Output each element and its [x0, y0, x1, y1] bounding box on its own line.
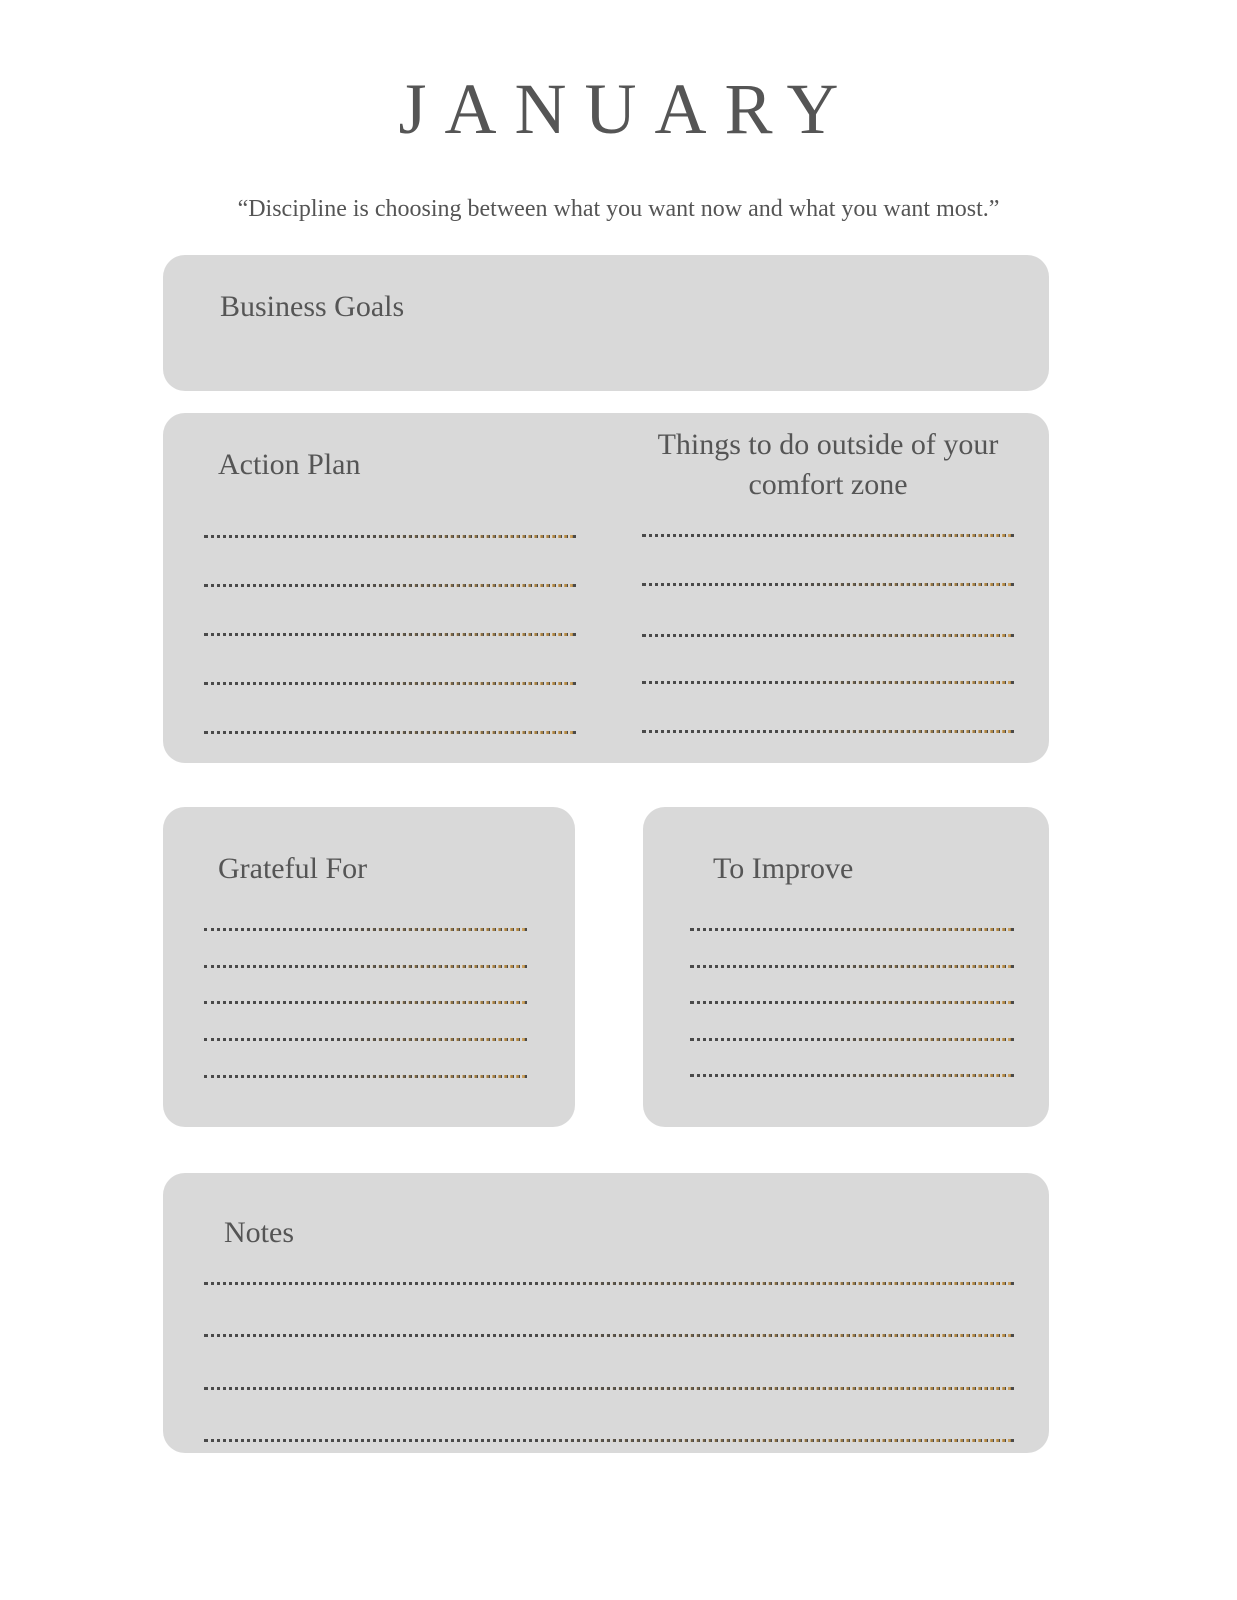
- notes-panel: [163, 1173, 1049, 1453]
- comfort-zone-line[interactable]: [642, 534, 1014, 537]
- grateful-for-panel: [163, 807, 575, 1127]
- grateful-for-heading: Grateful For: [218, 852, 368, 885]
- grateful-for-line[interactable]: [204, 1075, 527, 1078]
- action-plan-line[interactable]: [204, 682, 576, 685]
- page-title: JANUARY: [398, 69, 857, 149]
- action-plan-line[interactable]: [204, 633, 576, 636]
- to-improve-line[interactable]: [690, 1074, 1014, 1077]
- to-improve-line[interactable]: [690, 965, 1014, 968]
- to-improve-line[interactable]: [690, 928, 1014, 931]
- action-plan-panel: [163, 413, 1049, 763]
- grateful-for-line[interactable]: [204, 965, 527, 968]
- action-plan-line[interactable]: [204, 584, 576, 587]
- to-improve-panel: [643, 807, 1049, 1127]
- to-improve-line[interactable]: [690, 1038, 1014, 1041]
- action-plan-line[interactable]: [204, 731, 576, 734]
- comfort-zone-line[interactable]: [642, 730, 1014, 733]
- notes-heading: Notes: [224, 1216, 294, 1249]
- business-goals-panel: [163, 255, 1049, 391]
- action-plan-heading: Action Plan: [218, 448, 361, 481]
- notes-line[interactable]: [204, 1334, 1014, 1337]
- grateful-for-line[interactable]: [204, 928, 527, 931]
- notes-line[interactable]: [204, 1387, 1014, 1390]
- grateful-for-line[interactable]: [204, 1001, 527, 1004]
- comfort-zone-line[interactable]: [642, 634, 1014, 637]
- comfort-zone-line[interactable]: [642, 583, 1014, 586]
- comfort-zone-line[interactable]: [642, 681, 1014, 684]
- notes-line[interactable]: [204, 1282, 1014, 1285]
- notes-line[interactable]: [204, 1439, 1014, 1442]
- comfort-zone-heading: Things to do outside of your comfort zone: [657, 428, 999, 501]
- action-plan-line[interactable]: [204, 535, 576, 538]
- to-improve-line[interactable]: [690, 1001, 1014, 1004]
- quote-text: “Discipline is choosing between what you want now and what you want most.”: [237, 196, 1000, 222]
- grateful-for-line[interactable]: [204, 1038, 527, 1041]
- business-goals-heading: Business Goals: [220, 290, 405, 323]
- to-improve-heading: To Improve: [713, 852, 854, 885]
